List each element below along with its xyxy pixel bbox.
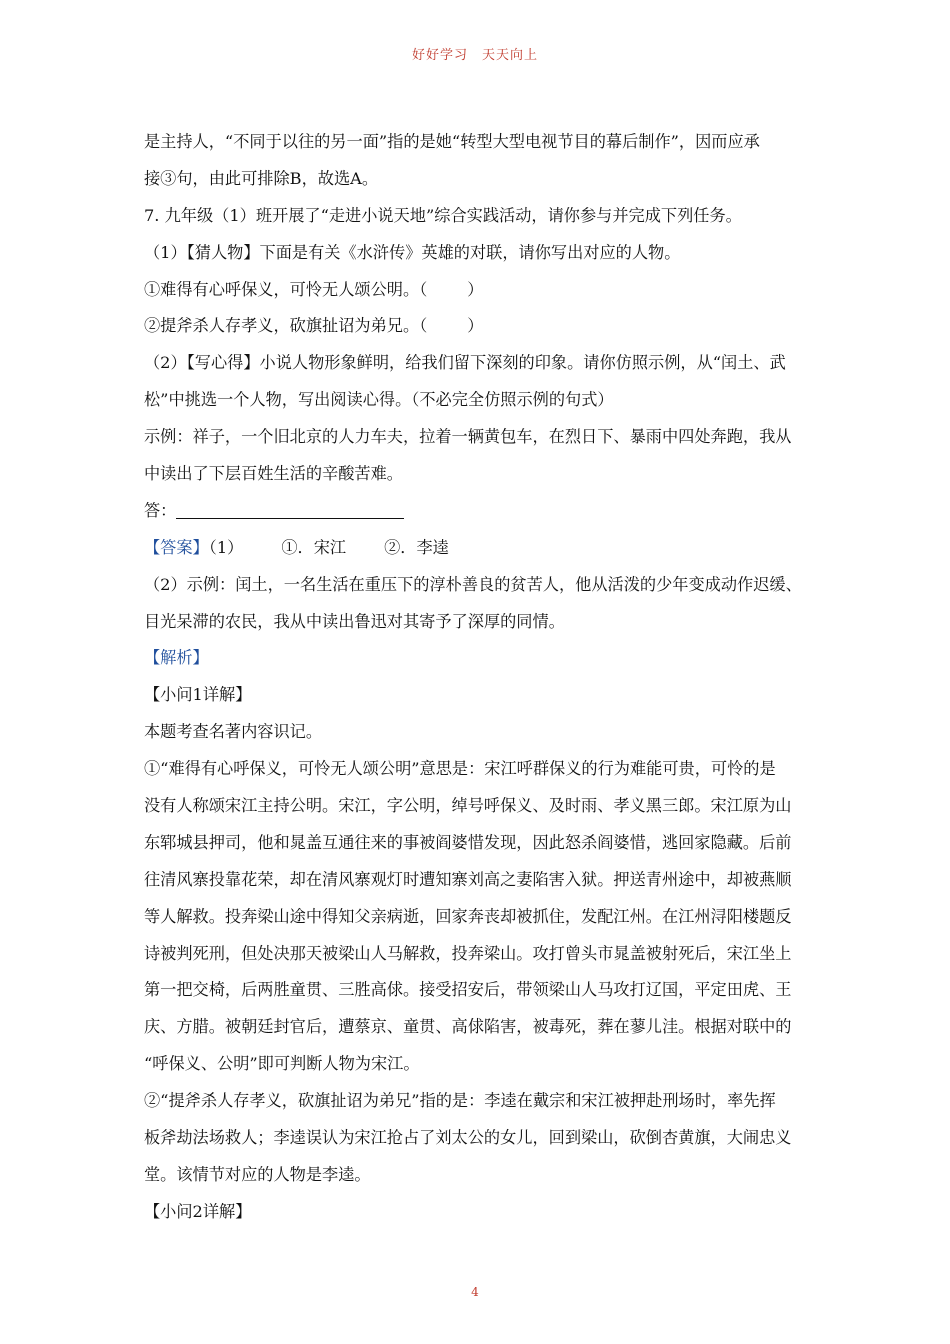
- page-header: 好好学习 天天向上: [411, 48, 538, 63]
- text-line: ②“提斧杀人存孝义，砍旗扯诏为弟兄”指的是：李逵在戴宗和宋江被押赴刑场时，率先挥: [144, 1091, 776, 1111]
- text-line: 庆、方腊。被朝廷封官后，遭蔡京、童贯、高俅陷害，被毒死，葬在蓼儿洼。根据对联中的: [144, 1017, 792, 1037]
- couplet-2: ②提斧杀人存孝义，砍旗扯诏为弟兄。（ ）: [144, 316, 484, 336]
- answer-underline: [176, 498, 404, 519]
- text-line: 松”中挑选一个人物，写出阅读心得。（不必完全仿照示例的句式）: [144, 390, 614, 410]
- page-number: 4: [471, 1285, 479, 1299]
- text-line: 本题考查名著内容识记。: [144, 722, 323, 742]
- answer-text: 目光呆滞的农民，我从中读出鲁迅对其寄予了深厚的同情。: [144, 611, 565, 631]
- question-7-title: 7. 九年级（1）班开展了“走进小说天地”综合实践活动，请你参与并完成下列任务。: [144, 205, 742, 225]
- text-line: 堂。该情节对应的人物是李逵。: [144, 1164, 371, 1184]
- text-line: 诗被判死刑，但处决那天被梁山人马解救，投奔梁山。攻打曾头市晁盖被射死后，宋江坐上: [144, 943, 792, 963]
- answer-prompt: 答：: [144, 493, 812, 530]
- subquestion-1-heading: 【小问1详解】: [144, 685, 252, 705]
- text-line: 接③句，由此可排除B，故选A。: [144, 168, 379, 188]
- text-line: 往清风寨投靠花荣，却在清风寨观灯时遭知寨刘高之妻陷害入狱。押送青州途中，却被燕顺: [144, 869, 792, 889]
- answer-1: ①．宋江: [281, 537, 347, 557]
- text-line: 东郓城县押司，他和晁盖互通往来的事被阎婆惜发现，因此怒杀阎婆惜，逃回家隐藏。后前: [144, 832, 792, 852]
- text-line: 没有人称颂宋江主持公明。宋江，字公明，绰号呼保义、及时雨、孝义黑三郎。宋江原为山: [144, 796, 792, 816]
- answer-section: 【答案】（1） ①．宋江 ②．李逵: [144, 537, 449, 557]
- subquestion-2: （2）【写心得】小说人物形象鲜明，给我们留下深刻的印象。请你仿照示例，从“闰土、武: [144, 353, 786, 373]
- answer-2: ②．李逵: [384, 537, 449, 557]
- analysis-label: 【解析】: [144, 648, 209, 668]
- text-line: “呼保义、公明”即可判断人物为宋江。: [144, 1054, 420, 1074]
- subquestion-1: （1）【猜人物】下面是有关《水浒传》英雄的对联，请你写出对应的人物。: [144, 242, 681, 262]
- text-line: ①“难得有心呼保义，可怜无人颂公明”意思是：宋江呼群保义的行为难能可贵，可怜的是: [144, 759, 776, 779]
- answer-label: 【答案】: [144, 537, 209, 557]
- text-line: 等人解救。投奔梁山途中得知父亲病逝，回家奔丧却被抓住，发配江州。在江州浔阳楼题反: [144, 906, 792, 926]
- document-body: [144, 124, 812, 1231]
- text-line: 板斧劫法场救人；李逵误认为宋江抢占了刘太公的女儿，回到梁山，砍倒杏黄旗，大闹忠义: [144, 1128, 792, 1148]
- text-line: 第一把交椅，后两胜童贯、三胜高俅。接受招安后，带领梁山人马攻打辽国，平定田虎、王: [144, 980, 792, 1000]
- example-text: 示例：祥子，一个旧北京的人力车夫，拉着一辆黄包车，在烈日下、暴雨中四处奔跑，我从: [144, 427, 792, 447]
- text-line: 是主持人，“不同于以往的另一面”指的是她“转型大型电视节目的幕后制作”，因而应承: [144, 132, 760, 151]
- couplet-1: ①难得有心呼保义，可怜无人颂公明。（ ）: [144, 279, 484, 299]
- subquestion-2-heading: 【小问2详解】: [144, 1201, 252, 1221]
- text-line: 中读出了下层百姓生活的辛酸苦难。: [144, 464, 403, 484]
- answer-text: （2）示例：闰土，一名生活在重压下的淳朴善良的贫苦人，他从活泼的少年变成动作迟缓、: [144, 574, 802, 594]
